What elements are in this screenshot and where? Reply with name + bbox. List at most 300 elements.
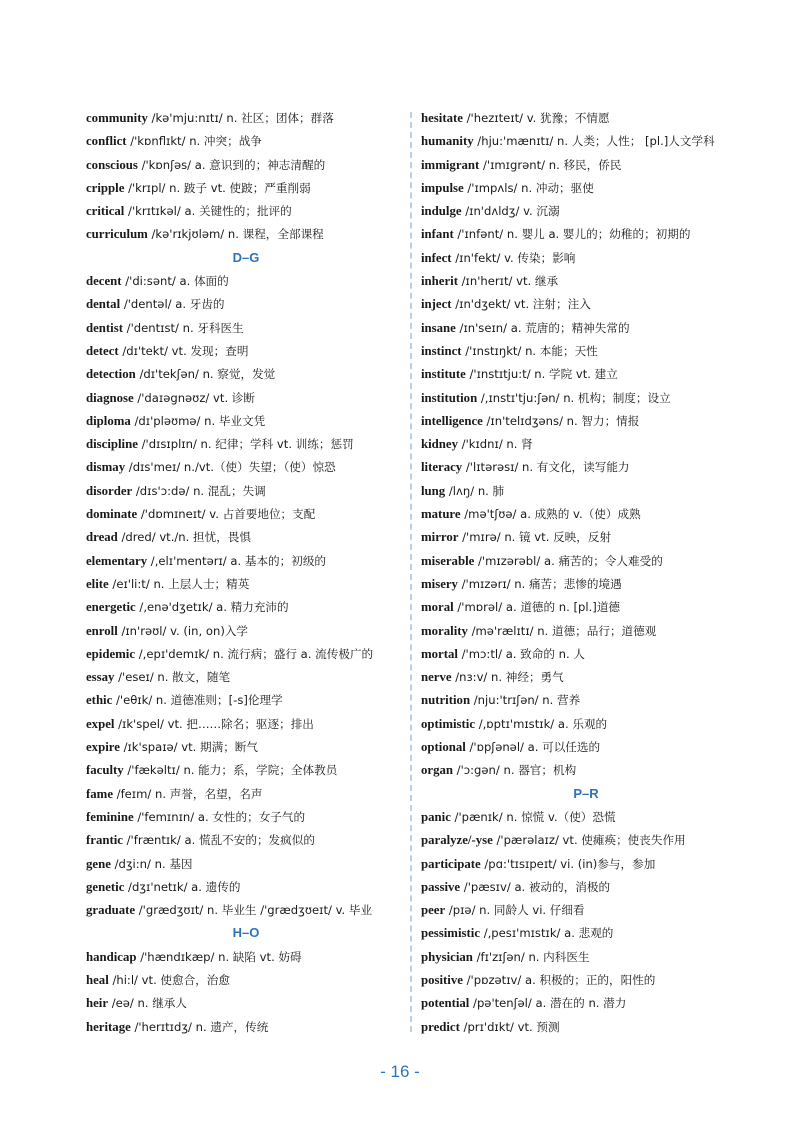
- vocab-entry: [86, 945, 406, 968]
- vocab-entry: [421, 432, 751, 455]
- phonetic: /fɪ'zɪʃən/: [472, 949, 529, 964]
- definition: n. 散文，随笔: [157, 670, 231, 685]
- vocab-entry: [86, 805, 406, 828]
- definition: n. 惊慌 v.（使）恐慌: [506, 809, 616, 824]
- vocab-entry: [86, 153, 406, 176]
- definition: n. 毕业生 /'grædʒʊeɪt/ v. 毕业: [207, 903, 373, 918]
- definition: n. 声誉，名望，名声: [155, 786, 263, 801]
- phonetic: /nɜ:v/: [451, 670, 492, 685]
- headword: instinct: [421, 343, 462, 358]
- phonetic: /'pærəlaɪz/: [492, 833, 563, 848]
- definition: a. 成熟的 v.（使）成熟: [520, 507, 641, 522]
- vocab-entry: [86, 479, 406, 502]
- headword: insane: [421, 320, 456, 335]
- vocab-entry: [86, 665, 406, 688]
- headword: miserable: [421, 553, 475, 568]
- definition: n. 毕业文凭: [204, 413, 266, 428]
- headword: paralyze/-yse: [421, 833, 493, 848]
- phonetic: /,elɪ'mentərɪ/: [147, 553, 231, 568]
- phonetic: /eɪ'li:t/: [108, 576, 154, 591]
- definition: n. 遗产，传统: [195, 1019, 269, 1034]
- headword: dread: [86, 530, 118, 545]
- definition: n. 肺: [477, 483, 505, 498]
- headword: heritage: [86, 1019, 131, 1034]
- definition: vt. 期满；断气: [181, 740, 258, 755]
- definition: v. 传染；影响: [504, 250, 576, 265]
- vocab-entry: [86, 432, 406, 455]
- definition: n. 纪律；学科 vt. 训练；惩罚: [200, 437, 354, 452]
- definition: n. 察觉，发觉: [202, 367, 276, 382]
- definition: v. 沉溺: [523, 204, 560, 219]
- vocab-entry: [421, 502, 751, 525]
- definition: n. 道德准则；[-s]伦理学: [155, 693, 283, 708]
- definition: vt./n. 担忧，畏惧: [159, 530, 251, 545]
- headword: disorder: [86, 483, 133, 498]
- vocab-entry: [86, 386, 406, 409]
- headword: energetic: [86, 600, 136, 615]
- headword: physician: [421, 949, 473, 964]
- phonetic: /ɪn'herɪt/: [457, 274, 517, 289]
- phonetic: /'eseɪ/: [114, 670, 158, 685]
- phonetic: /'ɪnstɪŋkt/: [461, 343, 526, 358]
- vocab-entry: [421, 362, 751, 385]
- vocab-entry: [421, 525, 751, 548]
- definition: n. 机构；制度；设立: [563, 390, 671, 405]
- headword: discipline: [86, 437, 138, 452]
- vocab-entry: [86, 968, 406, 991]
- headword: diagnose: [86, 390, 134, 405]
- phonetic: /dɪs'meɪ/: [125, 460, 184, 475]
- definition: n. 继承人: [137, 996, 188, 1011]
- vocab-entry: [86, 758, 406, 781]
- definition: n. 课程，全部课程: [227, 227, 324, 242]
- headword: panic: [421, 809, 451, 824]
- section-heading: H–O: [232, 925, 260, 941]
- definition: n. 跛子 vt. 使跛；严重削弱: [169, 180, 311, 195]
- headword: detection: [86, 367, 136, 382]
- headword: inherit: [421, 274, 458, 289]
- phonetic: /'mɔ:tl/: [457, 646, 506, 661]
- definition: n. 婴儿 a. 婴儿的；幼稚的；初期的: [506, 227, 691, 242]
- phonetic: /dʒi:n/: [110, 856, 155, 871]
- headword: mirror: [421, 530, 459, 545]
- vocab-entry: [421, 735, 751, 758]
- headword: lung: [421, 483, 446, 498]
- definition: n. 能力；系，学院；全体教员: [183, 763, 338, 778]
- phonetic: /'fækəltɪ/: [123, 763, 184, 778]
- vocab-entry: [421, 619, 751, 642]
- vocab-entry: [86, 502, 406, 525]
- vocab-entry: [86, 852, 406, 875]
- vocab-entry: [421, 991, 751, 1014]
- vocab-entry: [421, 642, 751, 665]
- vocab-entry: [421, 316, 751, 339]
- definition: v. 占首要地位；支配: [209, 507, 316, 522]
- headword: expel: [86, 716, 115, 731]
- vocab-entry: [421, 852, 751, 875]
- definition: n./vt.（使）失望；（使）惊恐: [183, 460, 336, 475]
- definition: n. 上层人士；精英: [153, 576, 250, 591]
- phonetic: /kə'mju:nɪtɪ/: [147, 111, 227, 125]
- vocab-entry: [86, 455, 406, 478]
- phonetic: /hi:l/: [108, 972, 142, 987]
- vocab-entry: [421, 455, 751, 478]
- headword: ethic: [86, 693, 113, 708]
- vocab-entry: [421, 549, 751, 572]
- headword: pessimistic: [421, 926, 481, 941]
- phonetic: /lʌŋ/: [445, 483, 478, 498]
- vocab-entry: [421, 409, 751, 432]
- headword: fame: [86, 786, 113, 801]
- phonetic: /'ɪnstɪtju:t/: [465, 367, 535, 382]
- definition: a. 荒唐的；精神失常的: [510, 320, 630, 335]
- definition: a. 被动的，消极的: [514, 879, 611, 894]
- headword: organ: [421, 763, 453, 778]
- vocab-entry: [86, 549, 406, 572]
- left-column: [86, 106, 406, 1038]
- headword: feminine: [86, 809, 134, 824]
- phonetic: /'herɪtɪdʒ/: [130, 1019, 196, 1034]
- phonetic: /'hezɪteɪt/: [462, 111, 527, 125]
- definition: a. 体面的: [179, 274, 229, 289]
- phonetic: /ɪk'spaɪə/: [119, 740, 182, 755]
- vocab-entry: [421, 595, 751, 618]
- headword: positive: [421, 972, 463, 987]
- phonetic: /pə'tenʃəl/: [469, 996, 536, 1011]
- vocab-entry: [86, 712, 406, 735]
- phonetic: /'pɒzətɪv/: [462, 972, 525, 987]
- definition: n. 神经；勇气: [491, 670, 564, 685]
- vocab-entry: [86, 269, 406, 292]
- vocab-entry: [86, 199, 406, 222]
- headword: essay: [86, 670, 115, 685]
- vocab-entry: [86, 525, 406, 548]
- headword: dental: [86, 297, 121, 312]
- definition: a. 意识到的；神志清醒的: [194, 157, 326, 172]
- phonetic: /dʒɪ'netɪk/: [124, 879, 192, 894]
- vocab-entry: [86, 106, 406, 129]
- vocab-entry: [86, 642, 406, 665]
- headword: community: [86, 111, 148, 125]
- phonetic: /pɑ:'tɪsɪpeɪt/: [480, 856, 561, 871]
- vocab-entry: [421, 898, 751, 921]
- vocab-entry: [421, 572, 751, 595]
- headword: optimistic: [421, 716, 476, 731]
- definition: n. 学院 vt. 建立: [534, 367, 618, 382]
- headword: epidemic: [86, 646, 136, 661]
- vocab-entry: [86, 176, 406, 199]
- vocab-entry: [86, 572, 406, 595]
- definition: n. 内科医生: [528, 949, 590, 964]
- definition: n. 基因: [154, 856, 193, 871]
- definition: n. 痛苦；悲惨的境遇: [514, 576, 622, 591]
- headword: dismay: [86, 460, 126, 475]
- headword: nerve: [421, 670, 452, 685]
- vocab-entry: [421, 176, 751, 199]
- vocab-entry: [421, 339, 751, 362]
- section-heading: D–G: [232, 249, 260, 265]
- right-column: [421, 106, 751, 1038]
- headword: immigrant: [421, 157, 480, 172]
- definition: n. 冲动；驱使: [521, 180, 594, 195]
- phonetic: /'ɪmpʌls/: [463, 180, 522, 195]
- phonetic: /'dentɪst/: [122, 320, 183, 335]
- phonetic: /'kɒnʃəs/: [137, 157, 195, 172]
- headword: mature: [421, 507, 461, 522]
- headword: intelligence: [421, 413, 483, 428]
- vocab-entry: [86, 619, 406, 642]
- headword: humanity: [421, 134, 474, 149]
- headword: curriculum: [86, 227, 148, 242]
- definition: a. 基本的；初级的: [230, 553, 327, 568]
- headword: detect: [86, 343, 119, 358]
- phonetic: /'fræntɪk/: [122, 833, 185, 848]
- vocab-entry: [86, 222, 406, 245]
- headword: infant: [421, 227, 454, 242]
- vocab-entry: [421, 875, 751, 898]
- phonetic: /'mɒrəl/: [453, 600, 506, 615]
- definition: v. (in, on)入学: [170, 623, 249, 638]
- headword: decent: [86, 274, 122, 289]
- definition: n. 镜 vt. 反映，反射: [504, 530, 612, 545]
- vocab-entry: [421, 1015, 751, 1038]
- vocab-entry: [421, 828, 751, 851]
- phonetic: /'ɪnfənt/: [453, 227, 507, 242]
- phonetic: /feɪm/: [113, 786, 155, 801]
- headword: heal: [86, 972, 109, 987]
- phonetic: /dɪ'pləʊmə/: [130, 413, 205, 428]
- headword: optional: [421, 740, 466, 755]
- definition: a. 致命的 n. 人: [505, 646, 585, 661]
- headword: kidney: [421, 437, 458, 452]
- headword: heir: [86, 996, 109, 1011]
- vocab-entry: [421, 129, 751, 152]
- definition: vi. (in)参与，参加: [560, 856, 656, 871]
- section-heading: P–R: [573, 785, 599, 801]
- definition: vt. 预测: [517, 1019, 560, 1034]
- phonetic: /ɪk'spel/: [114, 716, 168, 731]
- phonetic: /hju:'mænɪtɪ/: [473, 134, 558, 149]
- vocab-entry: [421, 805, 751, 828]
- headword: elementary: [86, 553, 148, 568]
- definition: n. 冲突；战争: [189, 134, 262, 149]
- headword: genetic: [86, 879, 125, 894]
- definition: n. 混乱；失调: [193, 483, 266, 498]
- phonetic: /'femɪnɪn/: [133, 809, 198, 824]
- headword: frantic: [86, 833, 123, 848]
- definition: vt. 注射；注入: [514, 297, 591, 312]
- headword: impulse: [421, 180, 464, 195]
- definition: n. 本能；天性: [525, 343, 598, 358]
- phonetic: /ɪn'seɪn/: [455, 320, 511, 335]
- headword: nutrition: [421, 693, 471, 708]
- vocab-entry: [421, 292, 751, 315]
- headword: dentist: [86, 320, 123, 335]
- phonetic: /dɪs'ɔ:də/: [132, 483, 194, 498]
- headword: hesitate: [421, 111, 463, 125]
- definition: vt. 使愈合，治愈: [141, 972, 230, 987]
- vocab-entry: [86, 875, 406, 898]
- vocab-entry: [421, 222, 751, 245]
- vocab-entry: [421, 712, 751, 735]
- headword: participate: [421, 856, 481, 871]
- definition: a. 关键性的；批评的: [184, 204, 292, 219]
- vocab-entry: [421, 758, 751, 781]
- headword: diploma: [86, 413, 131, 428]
- definition: vt. 诊断: [213, 390, 255, 405]
- headword: infect: [421, 250, 452, 265]
- definition: n. 有文化，读写能力: [522, 460, 630, 475]
- phonetic: /dɪ'tekt/: [118, 343, 172, 358]
- definition: a. 可以任选的: [527, 740, 601, 755]
- headword: institute: [421, 367, 466, 382]
- definition: n. 道德；品行；道德观: [537, 623, 657, 638]
- vocab-entry: [421, 246, 751, 269]
- phonetic: /'ɪmɪgrənt/: [479, 157, 549, 172]
- vocab-entry: [421, 479, 751, 502]
- vocab-entry: [86, 828, 406, 851]
- phonetic: /dred/: [117, 530, 160, 545]
- definition: a. 女性的；女子气的: [197, 809, 306, 824]
- vocab-entry: [421, 199, 751, 222]
- headword: potential: [421, 996, 470, 1011]
- phonetic: /kə'rɪkjʊləm/: [147, 227, 228, 242]
- definition: n. 缺陷 vt. 妨碍: [218, 949, 302, 964]
- headword: enroll: [86, 623, 118, 638]
- definition: a. 乐观的: [557, 716, 608, 731]
- headword: dominate: [86, 507, 138, 522]
- phonetic: /'pænɪk/: [450, 809, 507, 824]
- headword: expire: [86, 740, 120, 755]
- phonetic: /'ɒpʃənəl/: [465, 740, 528, 755]
- phonetic: /'dentəl/: [120, 297, 176, 312]
- definition: v. 犹豫；不情愿: [526, 111, 610, 125]
- phonetic: /,pesɪ'mɪstɪk/: [480, 926, 565, 941]
- phonetic: /ɪn'fekt/: [451, 250, 505, 265]
- definition: a. 潜在的 n. 潜力: [535, 996, 627, 1011]
- definition: n. 牙科医生: [182, 320, 244, 335]
- page-number: - 16 -: [380, 1062, 420, 1081]
- phonetic: /'lɪtərəsɪ/: [462, 460, 523, 475]
- phonetic: /'kɒnflɪkt/: [126, 134, 190, 149]
- phonetic: /prɪ'dɪkt/: [459, 1019, 518, 1034]
- vocab-entry: [86, 339, 406, 362]
- vocab-entry: [86, 735, 406, 758]
- vocab-entry: [421, 106, 751, 129]
- phonetic: /ɪn'dʌldʒ/: [461, 204, 524, 219]
- vocab-entry: [421, 688, 751, 711]
- definition: a. 悲观的: [564, 926, 614, 941]
- phonetic: /,ɒptɪ'mɪstɪk/: [475, 716, 558, 731]
- phonetic: /'pæsɪv/: [460, 879, 515, 894]
- definition: n. 人类；人性； [pl.]人文学科: [557, 134, 715, 149]
- phonetic: /,epɪ'demɪk/: [135, 646, 213, 661]
- phonetic: /mə'rælɪtɪ/: [467, 623, 538, 638]
- vocab-entry: [86, 129, 406, 152]
- vocab-entry: [86, 316, 406, 339]
- phonetic: /'ɔ:gən/: [453, 763, 504, 778]
- headword: morality: [421, 623, 468, 638]
- headword: misery: [421, 576, 458, 591]
- vocab-entry: [86, 898, 406, 921]
- headword: moral: [421, 600, 454, 615]
- phonetic: /'hændɪkæp/: [136, 949, 219, 964]
- phonetic: /'dɪsɪplɪn/: [137, 437, 201, 452]
- headword: faculty: [86, 763, 124, 778]
- definition: a. 牙齿的: [175, 297, 225, 312]
- headword: cripple: [86, 180, 125, 195]
- phonetic: /nju:'trɪʃən/: [470, 693, 543, 708]
- headword: conflict: [86, 134, 127, 149]
- vocab-entry: [421, 386, 751, 409]
- definition: n. 器官；机构: [503, 763, 577, 778]
- vocab-entry: [86, 595, 406, 618]
- headword: predict: [421, 1019, 460, 1034]
- phonetic: /'mɪzərəbl/: [474, 553, 544, 568]
- headword: gene: [86, 856, 111, 871]
- headword: passive: [421, 879, 461, 894]
- vocab-entry: [421, 945, 751, 968]
- phonetic: /'mɪzərɪ/: [457, 576, 515, 591]
- headword: indulge: [421, 204, 462, 219]
- vocab-entry: [421, 968, 751, 991]
- definition: a. 遗传的: [191, 879, 241, 894]
- phonetic: /'kɪdnɪ/: [458, 437, 507, 452]
- vocab-entry: [86, 688, 406, 711]
- definition: n. 肾: [506, 437, 533, 452]
- phonetic: /eə/: [108, 996, 138, 1011]
- phonetic: /'di:sənt/: [121, 274, 180, 289]
- phonetic: /'grædʒʊɪt/: [135, 903, 208, 918]
- headword: peer: [421, 903, 446, 918]
- headword: conscious: [86, 157, 138, 172]
- definition: a. 痛苦的；令人难受的: [543, 553, 663, 568]
- definition: n. 社区；团体；群落: [226, 111, 334, 125]
- definition: vt. 继承: [516, 274, 559, 289]
- vocab-entry: [86, 409, 406, 432]
- phonetic: /dɪ'tekʃən/: [135, 367, 203, 382]
- phonetic: /'krɪtɪkəl/: [124, 204, 185, 219]
- column-divider: [410, 112, 412, 1032]
- definition: n. 同龄人 vi. 仔细看: [479, 903, 585, 918]
- definition: n. 移民，侨民: [548, 157, 622, 172]
- definition: n. 营养: [542, 693, 581, 708]
- headword: institution: [421, 390, 478, 405]
- headword: graduate: [86, 903, 136, 918]
- vocab-entry: [86, 362, 406, 385]
- vocab-entry: [421, 921, 751, 944]
- vocab-entry: [86, 782, 406, 805]
- phonetic: /'mɪrə/: [458, 530, 505, 545]
- definition: vt. 把……除名；驱逐；排出: [167, 716, 314, 731]
- phonetic: /,enə'dʒetɪk/: [135, 600, 217, 615]
- vocab-entry: [421, 269, 751, 292]
- headword: handicap: [86, 949, 137, 964]
- phonetic: /ɪn'rəʊl/: [117, 623, 171, 638]
- definition: a. 积极的；正的，阳性的: [524, 972, 656, 987]
- headword: mortal: [421, 646, 458, 661]
- phonetic: /'dɒmɪneɪt/: [137, 507, 210, 522]
- vocab-entry: [86, 1015, 406, 1038]
- definition: n. 智力；情报: [566, 413, 640, 428]
- vocab-entry: [421, 153, 751, 176]
- headword: inject: [421, 297, 452, 312]
- phonetic: /'eθɪk/: [112, 693, 156, 708]
- headword: critical: [86, 204, 125, 219]
- definition: a. 精力充沛的: [216, 600, 289, 615]
- headword: elite: [86, 576, 109, 591]
- vocab-entry: [86, 991, 406, 1014]
